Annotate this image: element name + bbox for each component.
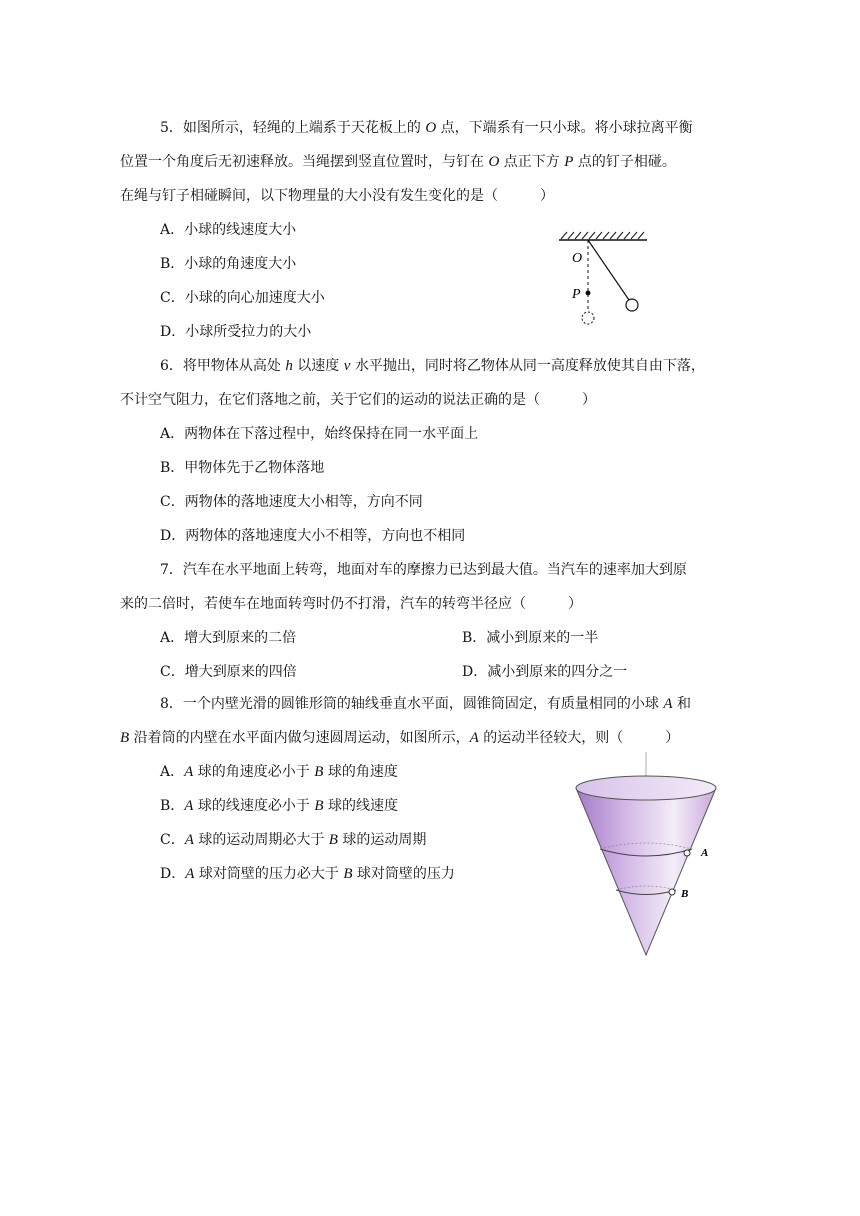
ball	[626, 299, 638, 311]
cone-rim	[576, 776, 716, 800]
q7-option-b: B．减小到原来的一半	[462, 630, 599, 646]
peg-p	[586, 291, 591, 296]
q6-line-2: 不计空气阻力，在它们落地之前，关于它们的运动的说法正确的是（ ）	[120, 392, 596, 408]
ceiling-hatch	[559, 232, 647, 240]
q5-line-1: 5．如图所示，轻绳的上端系于天花板上的 O 点，下端系有一只小球。将小球拉离平衡	[160, 120, 693, 136]
q6-line-1: 6．将甲物体从高处 h 以速度 v 水平抛出，同时将乙物体从同一高度释放使其自由下落，	[160, 358, 705, 374]
var-a: A	[663, 696, 673, 712]
q5-option-c: C．小球的向心加速度大小	[160, 290, 325, 306]
var-o: O	[425, 120, 437, 136]
var-b: B	[120, 730, 130, 746]
pendulum-figure	[555, 228, 655, 330]
q5-line-3: 在绳与钉子相碰瞬间，以下物理量的大小没有发生变化的是（ ）	[120, 188, 554, 204]
q5-option-b: B．小球的角速度大小	[160, 256, 297, 272]
q5-option-d: D．小球所受拉力的大小	[160, 324, 312, 340]
q8-option-a: A．A 球的角速度必小于 B 球的角速度	[160, 764, 398, 780]
label-p: P	[572, 287, 581, 302]
q5-line-2: 位置一个角度后无初速释放。当绳摆到竖直位置时，与钉在 O 点正下方 P 点的钉子相碰。	[120, 154, 676, 170]
q6-option-a: A．两物体在下落过程中，始终保持在同一水平面上	[160, 426, 479, 442]
q6-option-c: C．两物体的落地速度大小相等，方向不同	[160, 494, 423, 510]
var-p: P	[564, 154, 574, 170]
label-o: O	[572, 251, 583, 266]
q7-option-d: D．减小到原来的四分之一	[462, 664, 628, 680]
q6-option-d: D．两物体的落地速度大小不相等，方向也不相同	[160, 528, 466, 544]
var-h: h	[285, 358, 293, 374]
label-a: A	[701, 847, 709, 859]
q7-line-1: 7．汽车在水平地面上转弯，地面对车的摩擦力已达到最大值。当汽车的速率加大到原	[160, 562, 687, 578]
q7-line-2: 来的二倍时，若使车在地面转弯时仍不打滑，汽车的转弯半径应（ ）	[120, 596, 582, 612]
ball-a	[684, 850, 690, 856]
q7-option-c: C．增大到原来的四倍	[160, 664, 297, 680]
q5-option-a: A．小球的线速度大小	[160, 222, 297, 238]
var-o: O	[488, 154, 500, 170]
ball-b	[669, 889, 675, 895]
cone-body	[576, 788, 716, 955]
var-v: v	[343, 358, 351, 374]
rope	[588, 240, 629, 300]
q8-option-b: B．A 球的线速度必小于 B 球的线速度	[160, 798, 398, 814]
q6-option-b: B．甲物体先于乙物体落地	[160, 460, 325, 476]
q8-line-1: 8．一个内壁光滑的圆锥形筒的轴线垂直水平面，圆锥筒固定，有质量相同的小球 A 和	[160, 696, 691, 712]
q8-option-c: C．A 球的运动周期必大于 B 球的运动周期	[160, 832, 427, 848]
var-a: A	[469, 730, 479, 746]
label-b: B	[681, 888, 689, 900]
ball-dashed	[582, 312, 594, 324]
q7-option-a: A．增大到原来的二倍	[160, 630, 297, 646]
q8-option-d: D．A 球对筒壁的压力必大于 B 球对筒壁的压力	[160, 866, 455, 882]
q8-line-2: B 沿着筒的内壁在水平面内做匀速圆周运动，如图所示，A 的运动半径较大，则（ ）	[120, 730, 680, 746]
cone-figure	[566, 752, 726, 962]
